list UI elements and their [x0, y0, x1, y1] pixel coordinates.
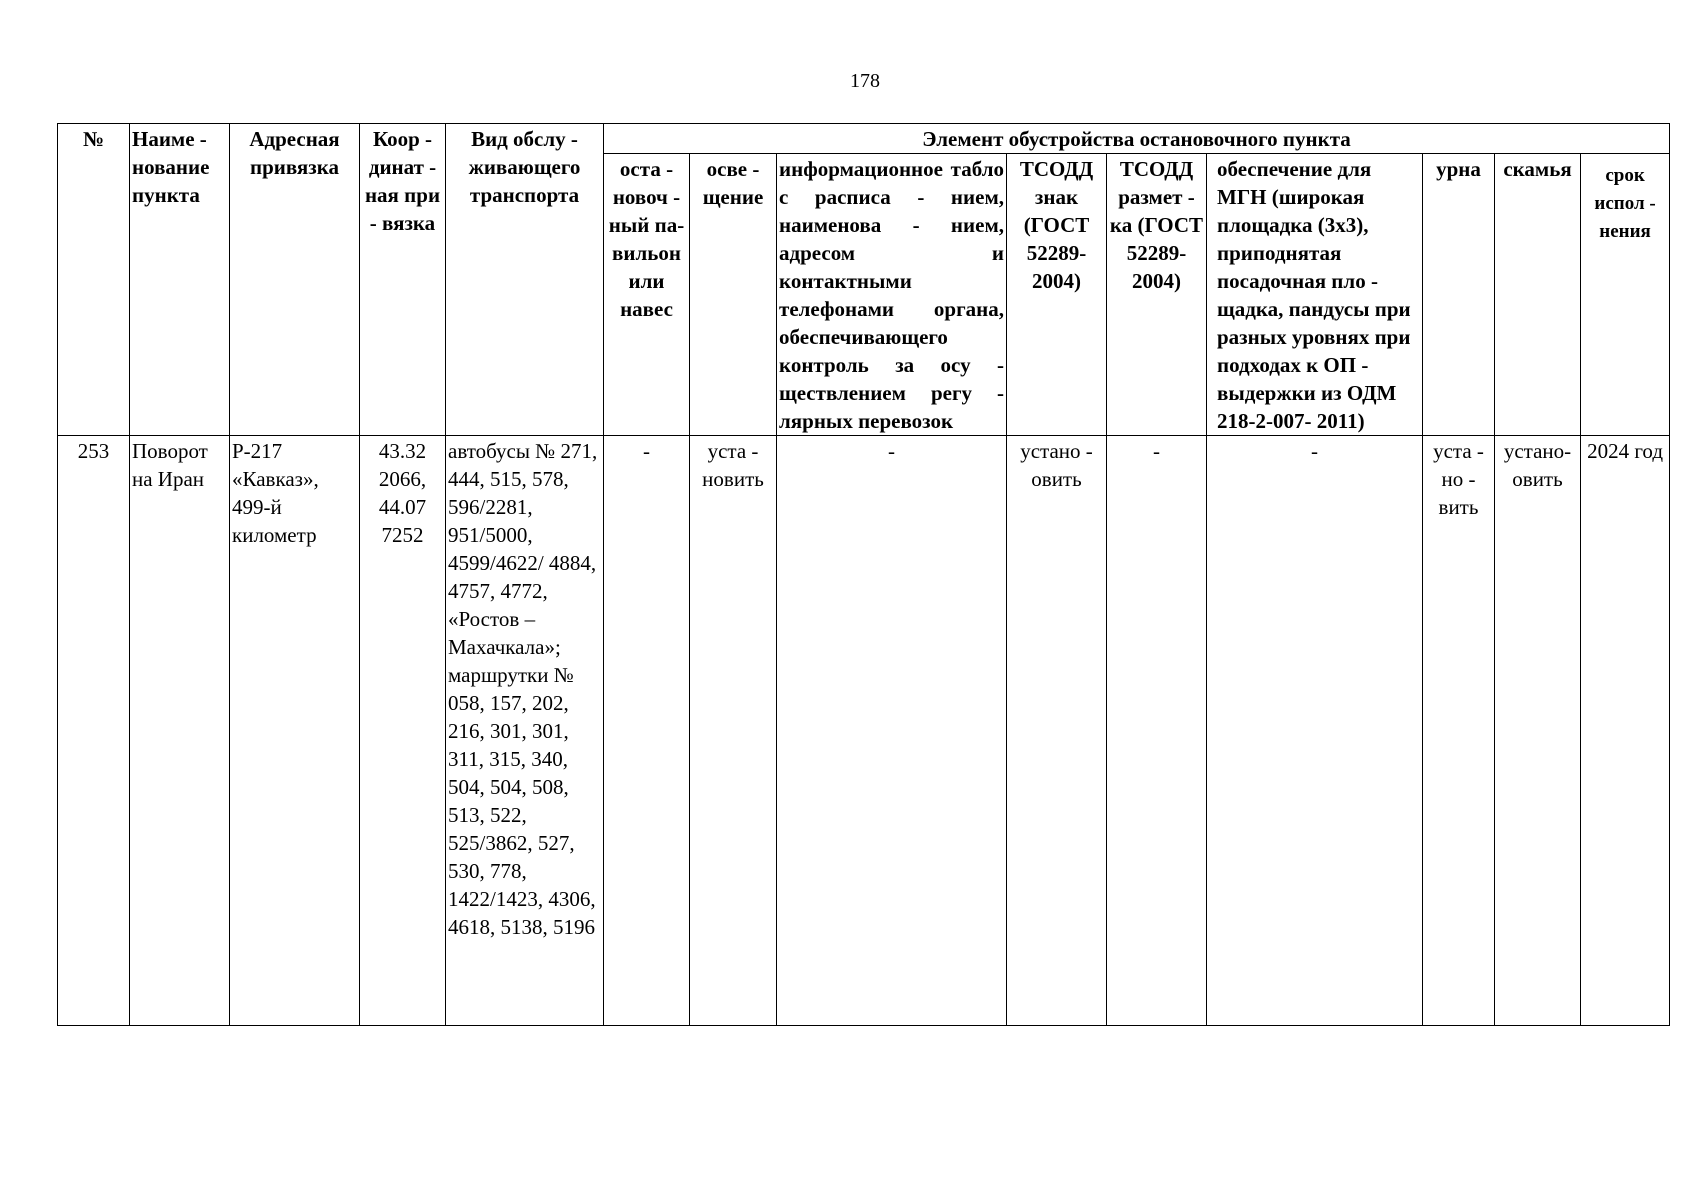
- cell-tsodd-marking: -: [1107, 436, 1207, 1026]
- cell-bench: устано- овить: [1495, 436, 1581, 1026]
- header-transport: Вид обслу - живающего транспорта: [446, 124, 604, 436]
- cell-num: 253: [58, 436, 130, 1026]
- header-group: Элемент обустройства остановочного пункта: [604, 124, 1670, 154]
- header-urn: урна: [1423, 154, 1495, 436]
- cell-info-board: -: [777, 436, 1007, 1026]
- cell-mgn: -: [1207, 436, 1423, 1026]
- header-tsodd-sign: ТСОДД знак (ГОСТ 52289- 2004): [1007, 154, 1107, 436]
- header-num: №: [58, 124, 130, 436]
- cell-name: Поворот на Иран: [130, 436, 230, 1026]
- header-deadline: срок испол - нения: [1581, 154, 1670, 436]
- cell-urn: уста - но - вить: [1423, 436, 1495, 1026]
- cell-deadline: 2024 год: [1581, 436, 1670, 1026]
- table-row: [58, 436, 1670, 1026]
- cell-transport: автобусы № 271, 444, 515, 578, 596/2281, 951/5000, 4599/4622/ 4884, 4757, 4772, «Ростов – Махачкала»; маршрутки № 058, 157, 202, 216, 301, 301, 311, 315, 340, 504, 504, 508, 513, 522, 525/3862, 527, 530, 778, 1422/1423, 4306, 4618, 5138, 5196: [446, 436, 604, 1026]
- cell-address: Р-217 «Кавказ», 499-й километр: [230, 436, 360, 1026]
- header-pavilion: оста - новоч - ный па- вильон или навес: [604, 154, 690, 436]
- bus-stop-table: [57, 123, 1670, 1026]
- header-mgn: обеспечение для МГН (широкая площадка (3х3), приподнятая посадочная пло - щадка, пандусы при разных уровнях при подходах к ОП - выдержки из ОДМ 218-2-007- 2011): [1207, 154, 1423, 436]
- header-info-board: информационное табло с расписа - нием, наименова - нием, адресом и контактными телефонами органа, обеспечивающего контроль за осу - ществлением регу - лярных перевозок: [777, 154, 1007, 436]
- header-coords: Коор - динат - ная при - вязка: [360, 124, 446, 436]
- header-tsodd-marking: ТСОДД размет - ка (ГОСТ 52289- 2004): [1107, 154, 1207, 436]
- header-address: Адресная привязка: [230, 124, 360, 436]
- cell-tsodd-sign: устано - овить: [1007, 436, 1107, 1026]
- header-name: Наиме - нование пункта: [130, 124, 230, 436]
- header-lighting: осве - щение: [690, 154, 777, 436]
- header-bench: скамья: [1495, 154, 1581, 436]
- cell-pavilion: -: [604, 436, 690, 1026]
- cell-coords: 43.32 2066, 44.07 7252: [360, 436, 446, 1026]
- header-row-top: [58, 124, 1670, 154]
- page-number: 178: [850, 70, 880, 92]
- cell-lighting: уста - новить: [690, 436, 777, 1026]
